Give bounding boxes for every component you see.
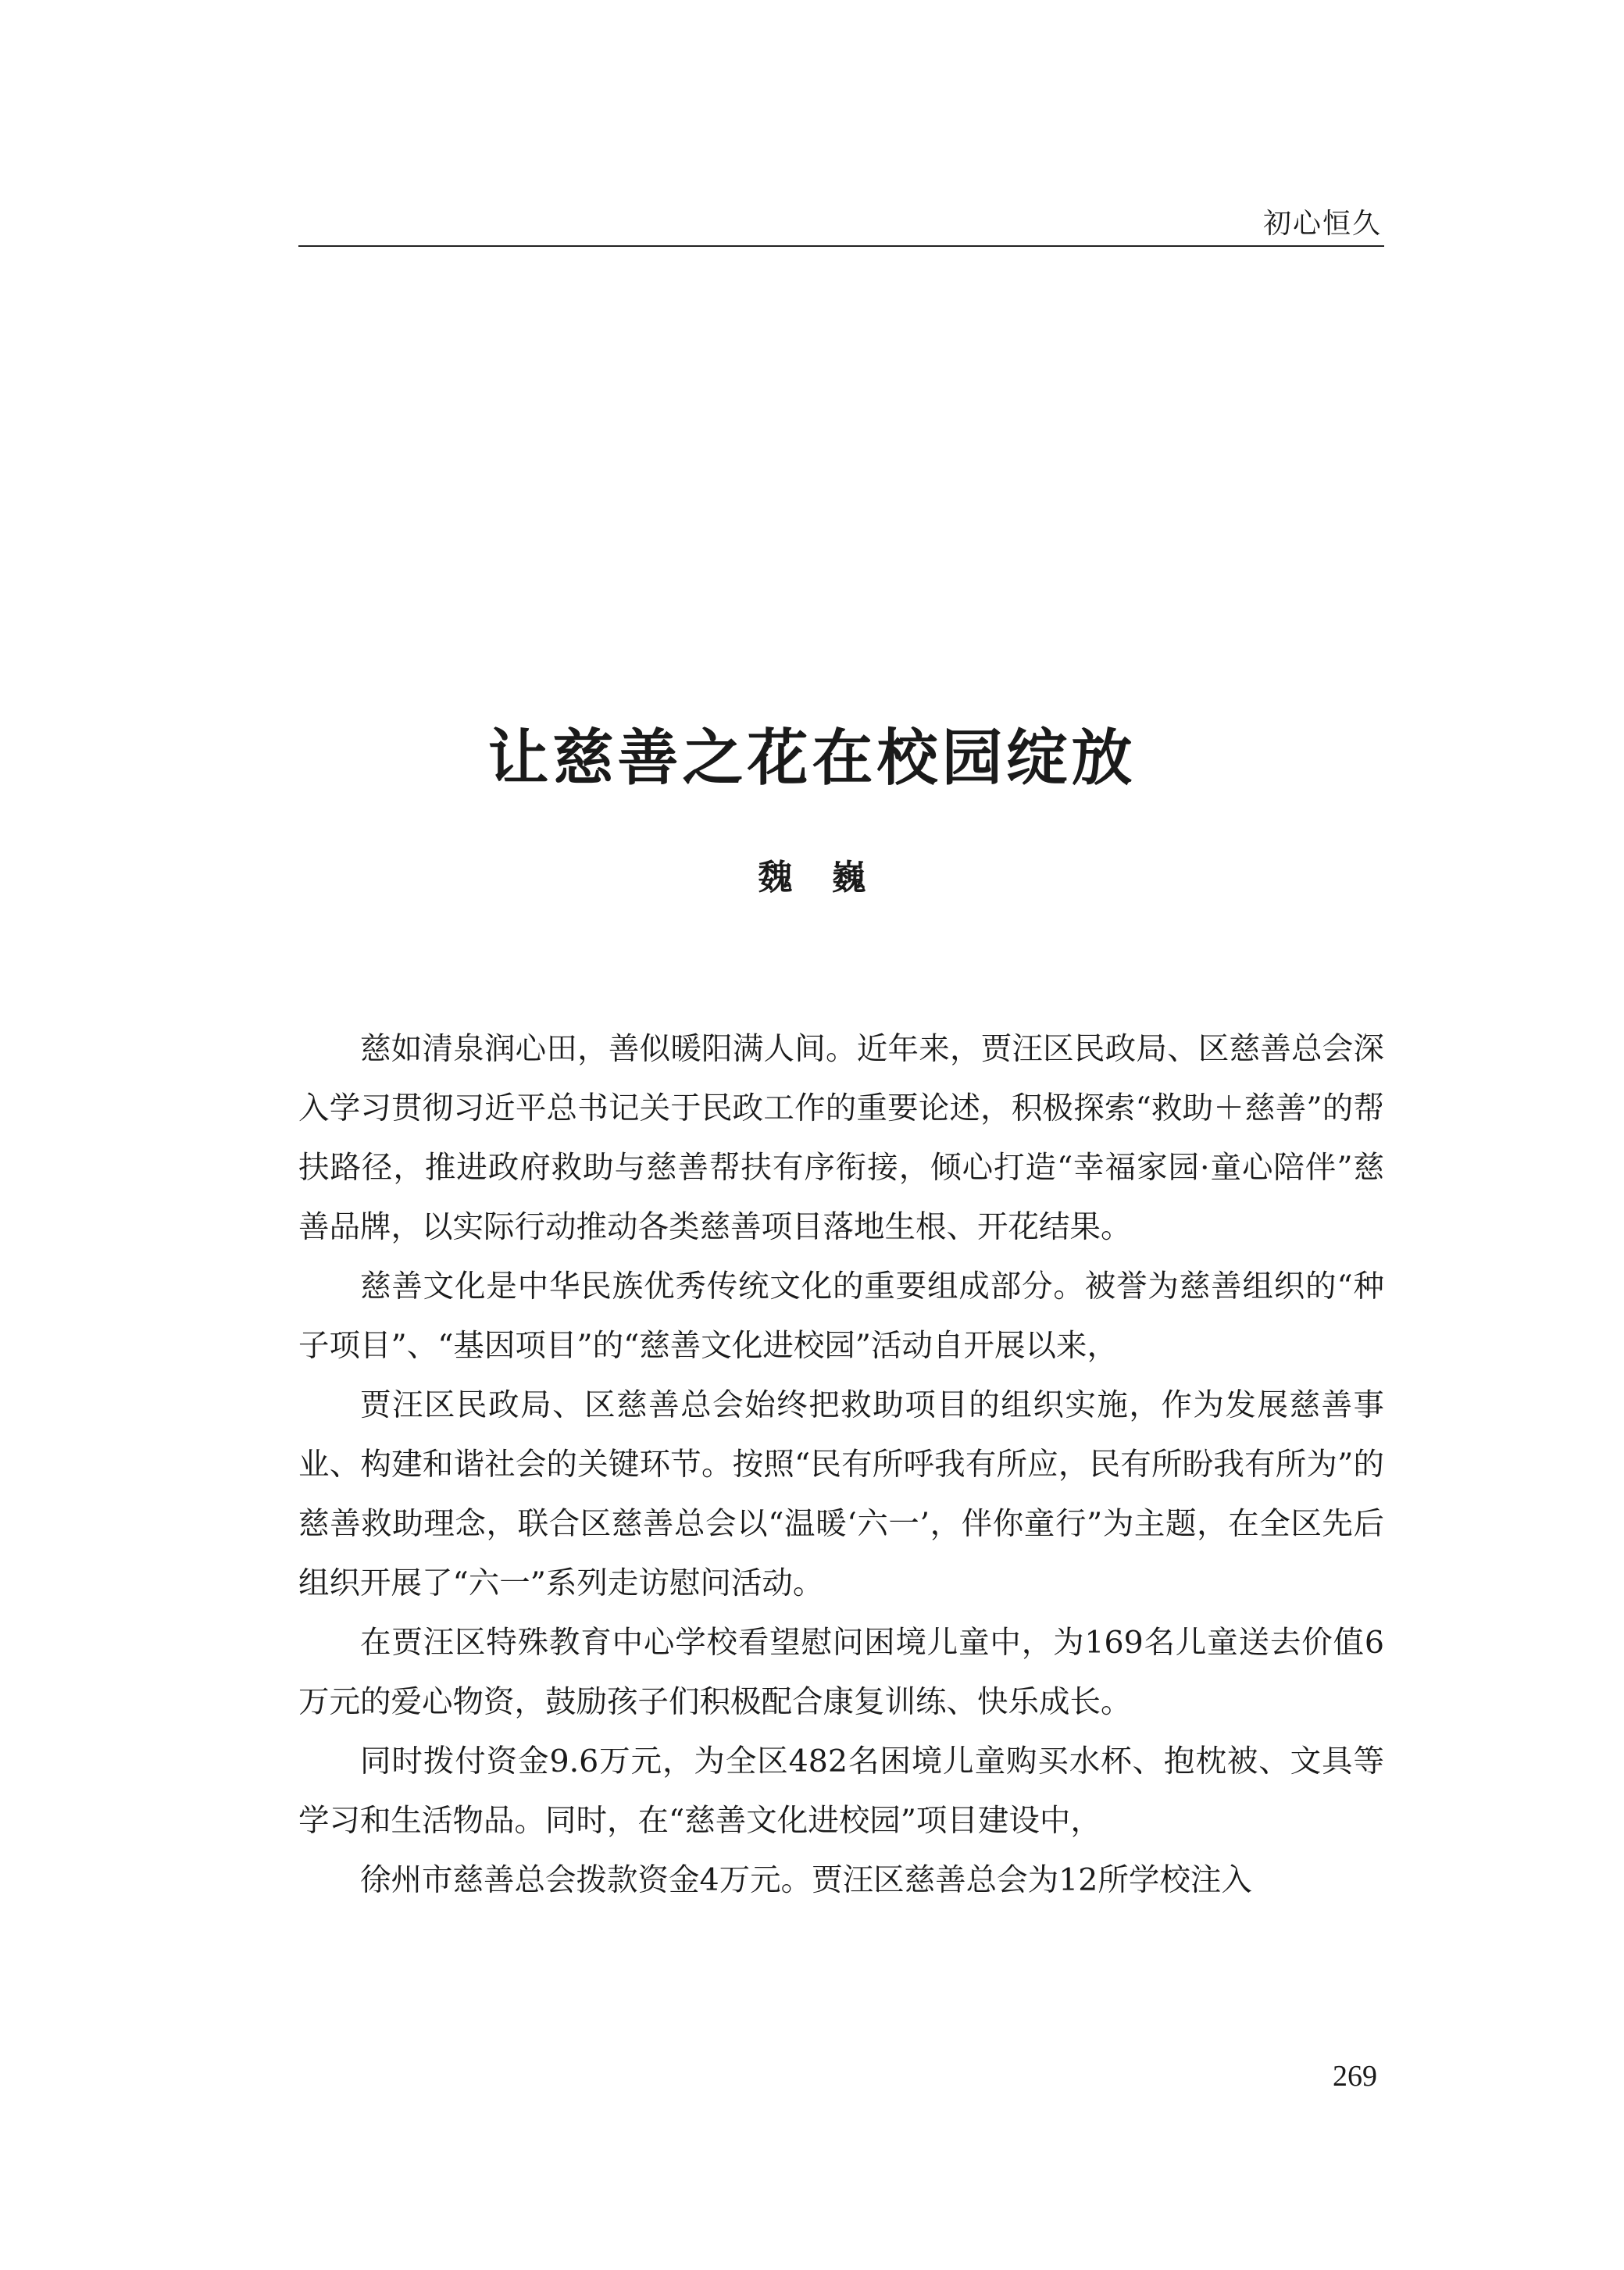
article-author: 魏巍	[758, 858, 905, 898]
running-header: 初心恒久	[1262, 208, 1382, 240]
article-title: 让慈善之花在校园绽放	[487, 723, 1137, 794]
article-body	[298, 1019, 1384, 1910]
page-number: 269	[1333, 2060, 1377, 2093]
paragraph: 慈如清泉润心田，善似暖阳满人间。近年来，贾汪区民政局、区慈善总会深入学习贯彻习近平总书记关于民政工作的重要论述，积极探索“救助＋慈善”的帮扶路径，推进政府救助与慈善帮扶有序衔接，倾心打造“幸福家园·童心陪伴”慈善品牌，以实际行动推动各类慈善项目落地生根、开花结果。	[298, 1031, 1384, 1245]
paragraph: 贾汪区民政局、区慈善总会始终把救助项目的组织实施，作为发展慈善事业、构建和谐社会的关键环节。按照“民有所呼我有所应，民有所盼我有所为”的慈善救助理念，联合区慈善总会以“温暖‘六一’，伴你童行”为主题，在全区先后组织开展了“六一”系列走访慰问活动。	[298, 1387, 1384, 1601]
paragraph: 同时拨付资金9.6万元，为全区482名困境儿童购买水杯、抱枕被、文具等学习和生活物品。同时，在“慈善文化进校园”项目建设中，	[298, 1744, 1384, 1839]
header-divider	[298, 245, 1384, 247]
paragraph: 徐州市慈善总会拨款资金4万元。贾汪区慈善总会为12所学校注入	[360, 1862, 1252, 1898]
paragraph: 在贾汪区特殊教育中心学校看望慰问困境儿童中，为169名儿童送去价值6万元的爱心物资，鼓励孩子们积极配合康复训练、快乐成长。	[298, 1625, 1384, 1720]
paragraph: 慈善文化是中华民族优秀传统文化的重要组成部分。被誉为慈善组织的“种子项目”、“基因项目”的“慈善文化进校园”活动自开展以来，	[298, 1269, 1384, 1364]
